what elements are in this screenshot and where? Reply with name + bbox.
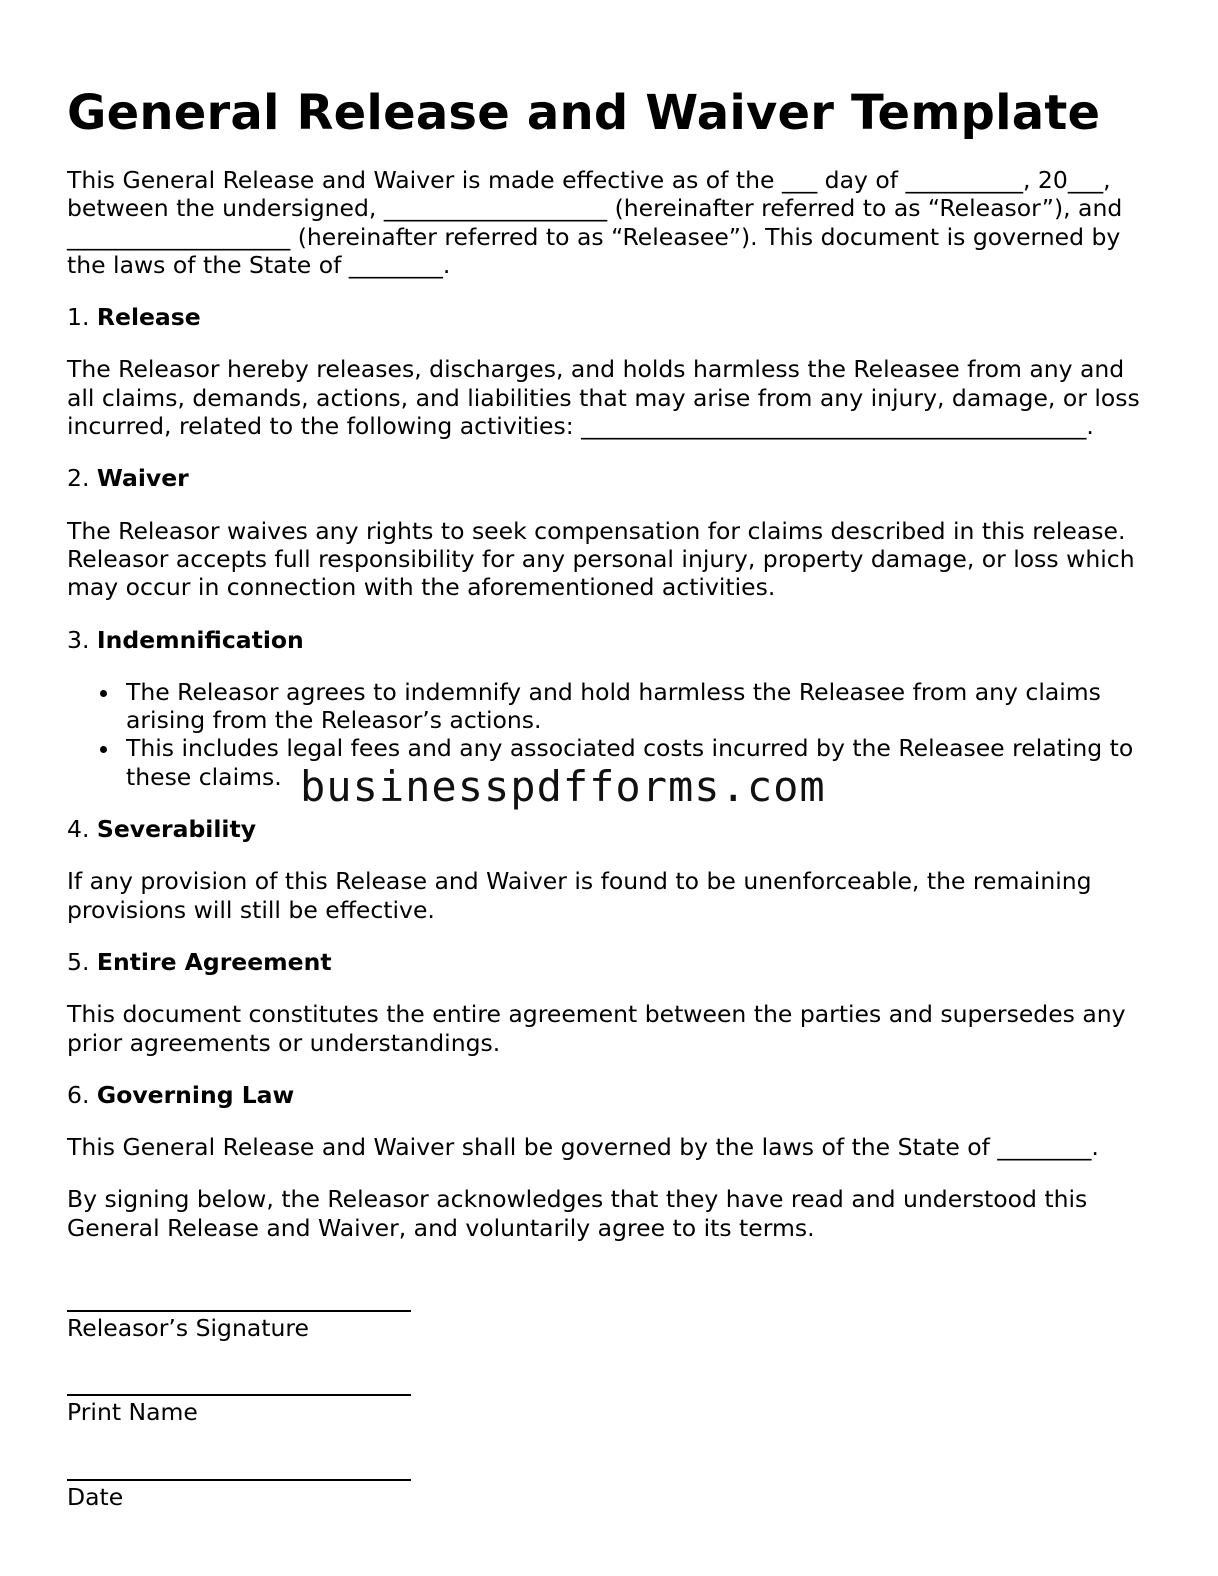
watermark: businesspdfforms.com: [300, 762, 826, 811]
signature-field-date[interactable]: [67, 1457, 1157, 1511]
section-title: Severability: [96, 815, 257, 844]
section-heading-indemnification: [67, 626, 1157, 654]
section-number: 3.: [67, 625, 90, 654]
section-title: Entire Agreement: [96, 947, 332, 976]
signature-line[interactable]: [67, 1457, 411, 1481]
signature-line[interactable]: [67, 1288, 411, 1312]
section-body-entire-agreement: This document constitutes the entire agreement between the parties and supersedes any prior agreements or understandings.: [67, 1000, 1126, 1057]
section-body-release: The Releasor hereby releases, discharges, and holds harmless the Releasee from any and all claims, demands, actions, and liabilities that may arise from any injury, damage, or loss incurred, related to the following activities: ___________________________________________.: [67, 355, 1140, 441]
section-title: Release: [96, 303, 201, 332]
section-title: Governing Law: [96, 1080, 295, 1109]
section-title: Waiver: [96, 464, 189, 493]
section-heading-release: [67, 303, 1157, 331]
section-heading-waiver: [67, 464, 1157, 492]
section-number: 1.: [67, 303, 90, 332]
section-heading-governing-law: [67, 1081, 1157, 1109]
bullet-icon: [100, 690, 107, 697]
section-title: Indemnification: [96, 625, 304, 654]
list-item-text: This includes legal fees and any associated costs incurred by the Releasee relating to these claims.: [126, 734, 1134, 791]
section-body-severability: If any provision of this Release and Waiver is found to be unenforceable, the remaining provisions will still be effective.: [67, 867, 1092, 924]
section-number: 6.: [67, 1080, 90, 1109]
section-number: 5.: [67, 947, 90, 976]
section-heading-entire-agreement: [67, 948, 1157, 976]
section-number: 4.: [67, 815, 90, 844]
list-item-text: The Releasor agrees to indemnify and hold harmless the Releasee from any claims arising from the Releasor’s actions.: [126, 677, 1101, 735]
section-number: 2.: [67, 464, 90, 493]
document-page: [67, 82, 1157, 1541]
signature-field-print-name[interactable]: [67, 1372, 1157, 1426]
intro-paragraph: This General Release and Waiver is made effective as of the ___ day of __________, 20___, between the undersigned, ___________________ (hereinafter referred to as “Releasor”), and ___________________ (hereinafter referred to as “Releasee”). This document is governed by the laws of the State of ________.: [67, 166, 1123, 279]
document-title: General Release and Waiver Template: [67, 85, 1101, 141]
list-item: [126, 678, 1157, 735]
section-body-governing-law: This General Release and Waiver shall be governed by the laws of the State of ________.: [67, 1133, 1099, 1162]
signature-label: Print Name: [67, 1398, 198, 1427]
section-heading-severability: [67, 815, 1157, 843]
signature-label: Date: [67, 1482, 124, 1511]
section-body-waiver: The Releasor waives any rights to seek compensation for claims described in this release. Releasor accepts full responsibility for any personal injury, property damage, or loss which may occur in connection with the aforementioned activities.: [67, 516, 1135, 602]
signature-line[interactable]: [67, 1372, 411, 1396]
bullet-icon: [100, 746, 107, 753]
acknowledgement-paragraph: By signing below, the Releasor acknowledges that they have read and understood this General Release and Waiver, and voluntarily agree to its terms.: [67, 1185, 1088, 1242]
signature-label: Releasor’s Signature: [67, 1314, 309, 1343]
signature-field-releasor[interactable]: [67, 1288, 1157, 1342]
